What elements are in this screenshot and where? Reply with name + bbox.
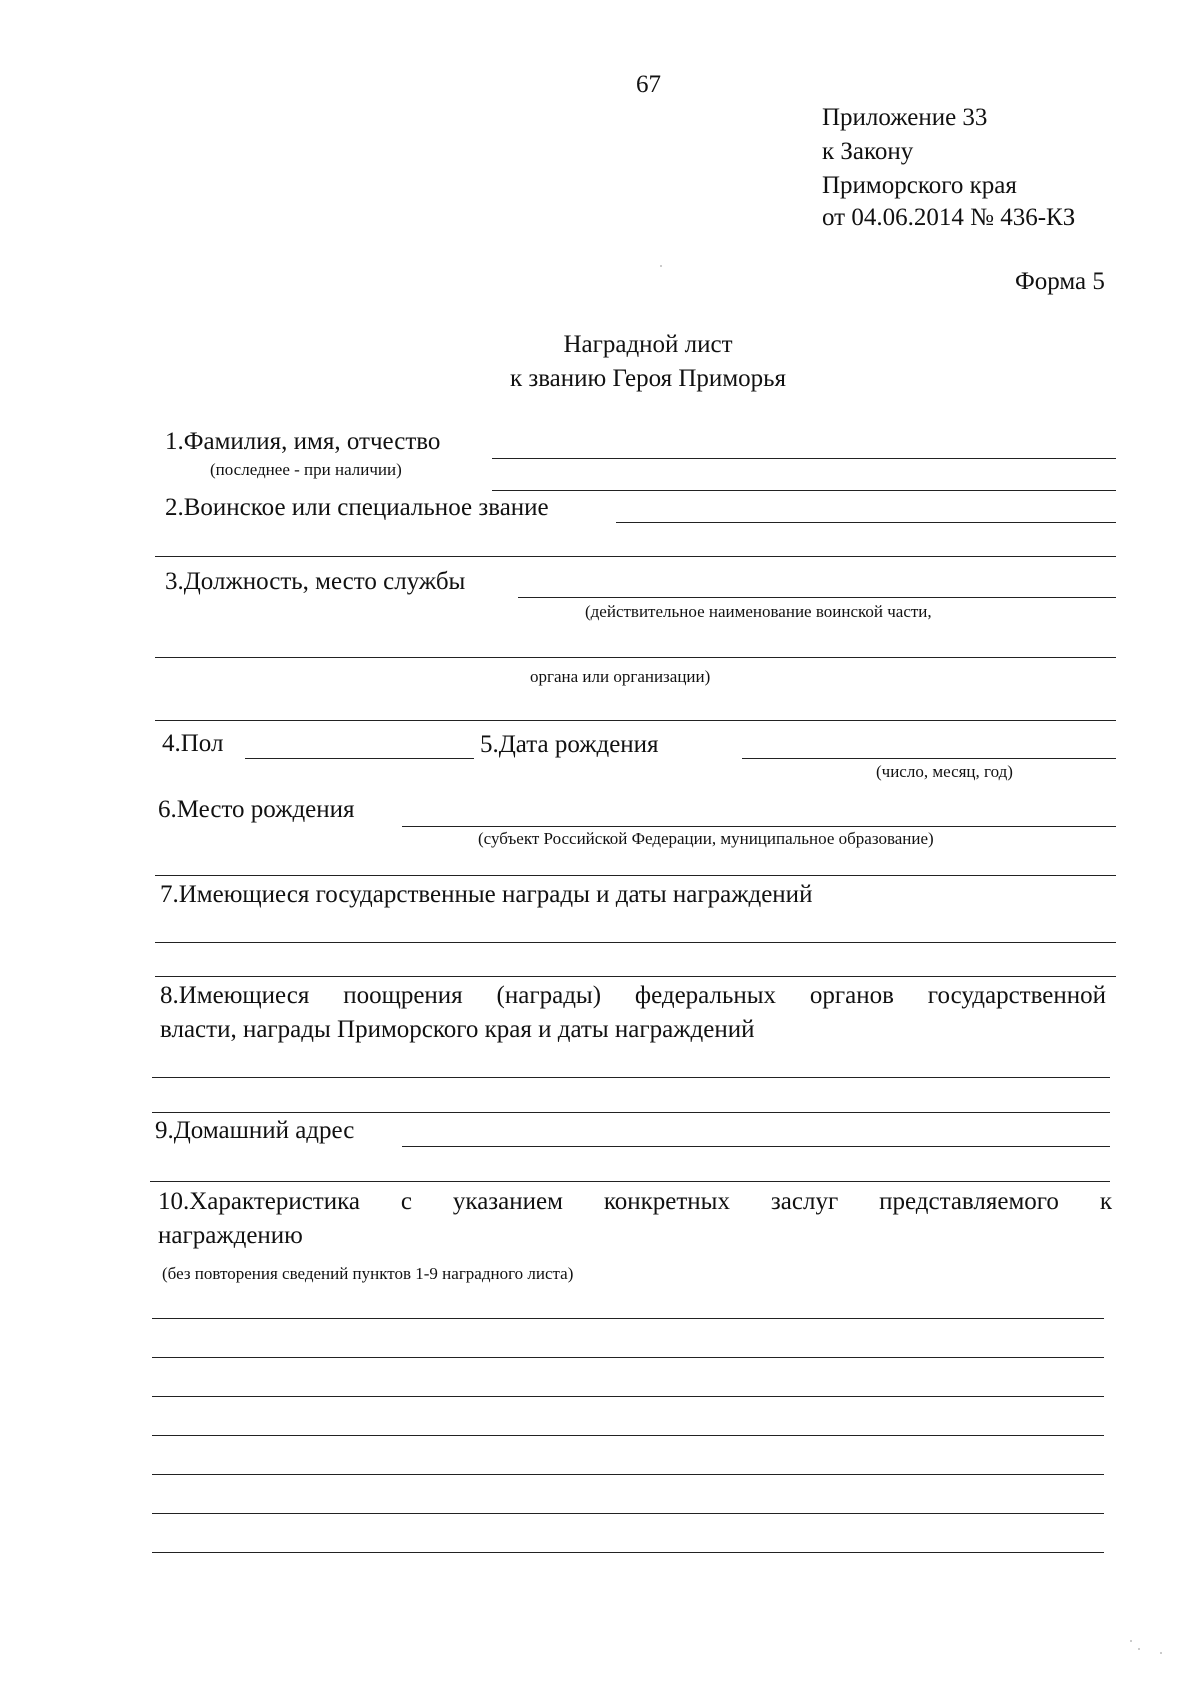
- field-2-input-line[interactable]: [616, 522, 1116, 523]
- field-9-input-line[interactable]: [150, 1181, 1110, 1182]
- field-1-hint: (последнее - при наличии): [210, 460, 402, 479]
- field-10-input-line[interactable]: [152, 1396, 1104, 1397]
- field-5-hint: (число, месяц, год): [876, 762, 1013, 781]
- field-3-input-line[interactable]: [518, 597, 1116, 598]
- scan-speck: [1130, 1640, 1132, 1642]
- field-2-label: 2.Воинское или специальное звание: [165, 494, 549, 521]
- document-subtitle: к званию Героя Приморья: [509, 365, 787, 392]
- scan-speck: [1160, 1652, 1162, 1654]
- field-10-label: 10.Характеристика с указанием конкретных заслуг представляемого к: [158, 1188, 1112, 1215]
- field-10-input-line[interactable]: [152, 1435, 1104, 1436]
- field-4-input-line[interactable]: [245, 758, 474, 759]
- field-7-input-line[interactable]: [155, 976, 1116, 977]
- document-title: Наградной лист: [563, 331, 733, 358]
- page-number: 67: [636, 71, 661, 98]
- appendix-line: Приложение 33: [822, 104, 988, 131]
- field-10-hint: (без повторения сведений пунктов 1-9 наградного листа): [162, 1264, 574, 1283]
- scan-speck: [1138, 1648, 1140, 1650]
- field-8-label: 8.Имеющиеся поощрения (награды) федеральных органов государственной: [160, 982, 1106, 1009]
- field-10-input-line[interactable]: [152, 1357, 1104, 1358]
- field-10-input-line[interactable]: [152, 1552, 1104, 1553]
- field-6-input-line[interactable]: [155, 875, 1116, 876]
- field-9-label: 9.Домашний адрес: [155, 1117, 355, 1144]
- form-label: Форма 5: [1015, 268, 1105, 295]
- field-3-input-line[interactable]: [155, 720, 1116, 721]
- field-10-input-line[interactable]: [152, 1513, 1104, 1514]
- field-1-input-line[interactable]: [492, 458, 1116, 459]
- field-3-label: 3.Должность, место службы: [165, 568, 466, 595]
- field-3-hint: органа или организации): [530, 667, 711, 686]
- field-8-label: власти, награды Приморского края и даты награждений: [160, 1016, 755, 1043]
- scan-speck: [660, 265, 662, 267]
- field-4-label: 4.Пол: [162, 730, 224, 757]
- appendix-line: Приморского края: [822, 172, 1017, 199]
- field-6-hint: (субъект Российской Федерации, муниципальное образование): [478, 829, 934, 848]
- field-1-input-line[interactable]: [492, 490, 1116, 491]
- field-2-input-line[interactable]: [155, 556, 1116, 557]
- field-7-input-line[interactable]: [155, 942, 1116, 943]
- appendix-line: к Закону: [822, 138, 914, 165]
- field-8-input-line[interactable]: [152, 1077, 1110, 1078]
- field-9-input-line[interactable]: [402, 1146, 1110, 1147]
- field-3-input-line[interactable]: [155, 657, 1116, 658]
- field-10-label: награждению: [158, 1222, 303, 1249]
- appendix-line: от 04.06.2014 № 436-КЗ: [822, 204, 1076, 231]
- field-5-input-line[interactable]: [742, 758, 1116, 759]
- field-6-input-line[interactable]: [402, 826, 1116, 827]
- field-8-input-line[interactable]: [152, 1112, 1110, 1113]
- field-10-input-line[interactable]: [152, 1318, 1104, 1319]
- field-1-label: 1.Фамилия, имя, отчество: [165, 428, 441, 455]
- field-7-label: 7.Имеющиеся государственные награды и даты награждений: [160, 881, 813, 908]
- field-10-input-line[interactable]: [152, 1474, 1104, 1475]
- field-5-label: 5.Дата рождения: [480, 731, 659, 758]
- field-6-label: 6.Место рождения: [158, 796, 355, 823]
- field-3-hint: (действительное наименование воинской части,: [585, 602, 932, 621]
